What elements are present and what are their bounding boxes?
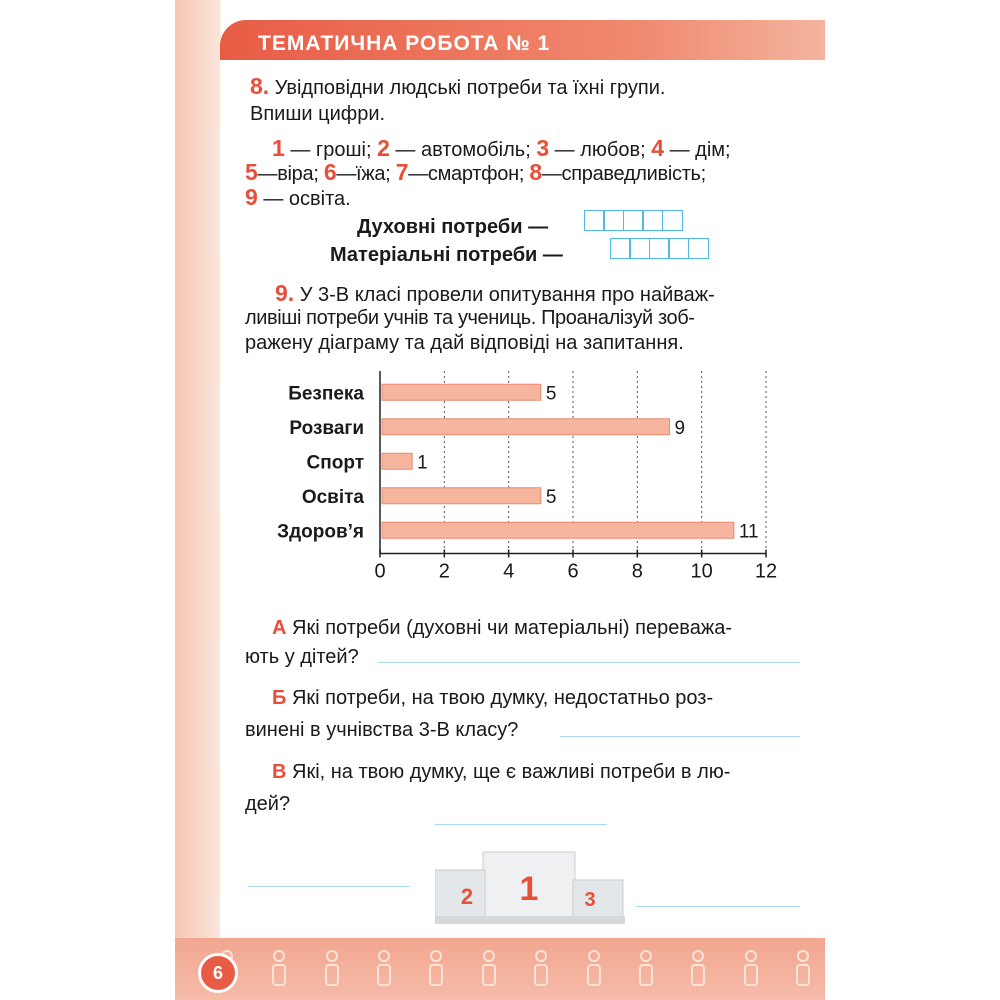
child-figure-icon: [267, 950, 291, 990]
data-label: 1: [417, 452, 428, 474]
task8-number: 8.: [250, 73, 270, 99]
page-title: ТЕМАТИЧНА РОБОТА № 1: [258, 32, 551, 55]
task9-number: 9.: [275, 280, 295, 306]
question-a-line1: [272, 614, 732, 642]
data-label: 11: [738, 521, 759, 543]
task9-line3: ражену діаграму та дай відповіді на запитання.: [245, 332, 684, 354]
spiritual-answer-boxes[interactable]: [585, 210, 683, 231]
item-number: 3: [536, 135, 550, 161]
item-text: —їжа;: [336, 163, 396, 185]
child-figure-icon: [320, 950, 344, 990]
child-figure-icon: [686, 950, 710, 990]
task9-line2: ливіші потреби учнів та учениць. Проаналізуй зоб-: [245, 307, 695, 329]
question-c-text: Які, на твою думку, ще є важливі потреби в лю-: [292, 761, 731, 783]
x-tick-label: 12: [754, 560, 778, 583]
child-figure-icon: [529, 950, 553, 990]
question-b-text: Які потреби, на твою думку, недостатньо роз-: [291, 687, 714, 709]
category-label: Безпека: [288, 383, 364, 405]
question-c-letter: В: [272, 761, 287, 783]
question-b-line1: [272, 684, 713, 712]
answer-line-c3[interactable]: [636, 906, 800, 907]
category-label: Здоров’я: [277, 521, 364, 543]
question-b-letter: Б: [272, 687, 287, 709]
task9-text: У 3-В класі провели опитування про найваж-: [299, 284, 715, 306]
bar: [382, 488, 541, 504]
item-text: —справедливість;: [541, 163, 706, 185]
footer-decoration: [215, 950, 815, 994]
question-b-line2: винені в учнівства 3-В класу?: [245, 719, 519, 741]
child-figure-icon: [372, 950, 396, 990]
answer-line-c1[interactable]: [435, 824, 607, 825]
item-text: —віра;: [257, 163, 324, 185]
podium-base: [435, 916, 625, 924]
item-text: — освіта.: [257, 188, 351, 210]
item-number: 9: [245, 184, 258, 210]
podium-third-step: [573, 880, 623, 918]
answer-box[interactable]: [584, 210, 605, 231]
answer-line-c2[interactable]: [248, 886, 410, 887]
x-tick-label: 6: [567, 560, 579, 583]
bar: [382, 384, 541, 400]
child-figure-icon: [634, 950, 658, 990]
podium-third-label: 3: [584, 889, 596, 911]
item-number: 8: [529, 159, 542, 185]
x-tick-label: 4: [503, 560, 515, 583]
needs-bar-chart: [250, 365, 800, 595]
question-c-line1: [272, 758, 730, 786]
answer-box[interactable]: [649, 238, 670, 259]
item-number: 7: [395, 159, 409, 185]
answer-box[interactable]: [603, 210, 624, 231]
answer-line-b[interactable]: [560, 736, 800, 737]
answer-box[interactable]: [662, 210, 683, 231]
task8-text-line2: Впиши цифри.: [250, 103, 386, 125]
bar: [382, 453, 412, 469]
category-label: Розваги: [289, 417, 364, 439]
child-figure-icon: [477, 950, 501, 990]
answer-box[interactable]: [668, 238, 689, 259]
child-figure-icon: [582, 950, 606, 990]
child-figure-icon: [791, 950, 815, 990]
category-label: Освіта: [301, 486, 364, 508]
item-text: — дім;: [664, 139, 731, 161]
child-figure-icon: [739, 950, 763, 990]
question-a-line2: ють у дітей?: [245, 646, 359, 668]
answer-box[interactable]: [623, 210, 644, 231]
answer-box[interactable]: [610, 238, 631, 259]
answer-line-a[interactable]: [378, 662, 800, 663]
chart-svg: [250, 365, 800, 595]
question-c-line2: дей?: [245, 793, 291, 815]
task8-text-line1: Увідповідни людські потреби та їхні групи.: [274, 77, 666, 99]
task8-prompt: [250, 72, 810, 102]
podium-illustration: [435, 848, 625, 924]
item-text: — автомобіль;: [389, 139, 537, 161]
item-number: 6: [323, 159, 337, 185]
x-tick-label: 8: [631, 560, 643, 583]
material-answer-boxes[interactable]: [611, 238, 709, 259]
question-a-letter: А: [272, 617, 287, 639]
answer-box[interactable]: [629, 238, 650, 259]
spiritual-needs-label: Духовні потреби —: [357, 216, 549, 238]
item-number: 1: [272, 135, 285, 161]
x-tick-label: 10: [690, 560, 713, 583]
bar: [382, 419, 670, 435]
bar: [382, 522, 734, 538]
answer-box[interactable]: [642, 210, 663, 231]
item-text: — любов;: [549, 139, 652, 161]
x-tick-label: 2: [438, 560, 450, 583]
material-needs-label: Матеріальні потреби —: [330, 244, 563, 266]
category-label: Спорт: [306, 452, 364, 474]
child-figure-icon: [424, 950, 448, 990]
data-label: 5: [545, 486, 557, 508]
question-a-text: Які потреби (духовні чи матеріальні) переважа-: [292, 617, 732, 639]
item-number: 4: [651, 135, 665, 161]
podium-first-label: 1: [519, 870, 539, 908]
item-number: 5: [245, 159, 258, 185]
answer-box[interactable]: [688, 238, 709, 259]
podium-second-label: 2: [460, 884, 474, 909]
page-number: 6: [198, 953, 238, 993]
data-label: 9: [674, 417, 686, 439]
item-text: — гроші;: [284, 139, 378, 161]
task8-items-row3: [245, 183, 351, 213]
x-tick-label: 0: [374, 560, 386, 583]
item-number: 2: [377, 135, 390, 161]
data-label: 5: [545, 383, 557, 405]
item-text: —смартфон;: [408, 163, 530, 185]
